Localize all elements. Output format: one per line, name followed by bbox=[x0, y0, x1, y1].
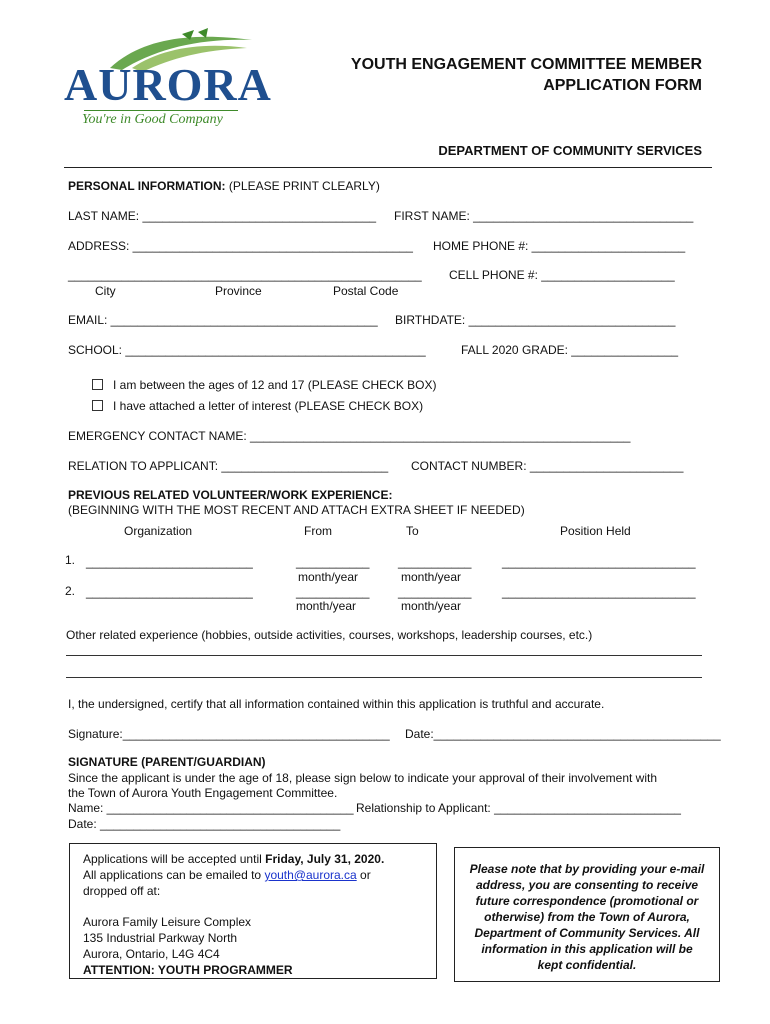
other-experience-label: Other related experience (hobbies, outside activities, courses, workshops, leadership courses, etc.) bbox=[66, 628, 593, 642]
aurora-logo bbox=[62, 28, 272, 132]
col-organization: Organization bbox=[124, 524, 193, 538]
cell-phone-field[interactable]: CELL PHONE #: ____________________ bbox=[449, 268, 675, 282]
position-field[interactable]: _____________________________ bbox=[502, 555, 696, 569]
logo-tagline: You're in Good Company bbox=[82, 112, 223, 127]
notice-line: future correspondence (promotional or bbox=[475, 894, 699, 908]
to-hint: month/year bbox=[401, 599, 462, 613]
to-field[interactable]: ___________ bbox=[398, 585, 472, 599]
relation-field[interactable]: RELATION TO APPLICANT: _________________________ bbox=[68, 459, 389, 473]
notice-line: Department of Community Services. All bbox=[474, 926, 700, 940]
address-field[interactable]: ADDRESS: __________________________________________ bbox=[68, 239, 413, 253]
city-label: City bbox=[95, 284, 116, 298]
contact-number-field[interactable]: CONTACT NUMBER: _______________________ bbox=[411, 459, 684, 473]
col-from: From bbox=[304, 524, 332, 538]
form-title-line2: APPLICATION FORM bbox=[543, 77, 702, 94]
postal-code-label: Postal Code bbox=[333, 284, 399, 298]
notice-line: kept confidential. bbox=[537, 958, 637, 972]
row-number: 1. bbox=[65, 553, 76, 567]
personal-info-heading-label: PERSONAL INFORMATION: bbox=[68, 179, 226, 193]
from-field[interactable]: ___________ bbox=[296, 555, 370, 569]
notice-line: otherwise) from the Town of Aurora, bbox=[484, 910, 690, 924]
from-hint: month/year bbox=[296, 599, 357, 613]
grade-field[interactable]: FALL 2020 GRADE: ________________ bbox=[461, 343, 679, 357]
certify-statement: I, the undersigned, certify that all information contained within this application is truthful and accurate. bbox=[68, 697, 605, 711]
org-field[interactable]: _________________________ bbox=[86, 555, 253, 569]
email-suffix: or bbox=[356, 868, 371, 882]
other-experience-line[interactable] bbox=[66, 655, 702, 656]
province-label: Province bbox=[215, 284, 262, 298]
notice-line: Please note that by providing your e-mail bbox=[469, 862, 705, 876]
to-field[interactable]: ___________ bbox=[398, 555, 472, 569]
experience-subheading: (BEGINNING WITH THE MOST RECENT AND ATTACH EXTRA SHEET IF NEEDED) bbox=[68, 503, 525, 517]
age-checkbox-row bbox=[92, 378, 437, 392]
email-field[interactable]: EMAIL: ________________________________________ bbox=[68, 313, 378, 327]
youth-email-link[interactable]: youth@aurora.ca bbox=[264, 868, 357, 882]
department-name: DEPARTMENT OF COMMUNITY SERVICES bbox=[438, 143, 702, 158]
guardian-relationship-field[interactable]: Relationship to Applicant: ____________________________ bbox=[356, 801, 681, 815]
deadline-date: Friday, July 31, 2020. bbox=[265, 852, 385, 866]
personal-info-heading bbox=[68, 179, 380, 193]
org-field[interactable]: _________________________ bbox=[86, 585, 253, 599]
letter-checkbox[interactable] bbox=[92, 400, 103, 411]
emergency-contact-field[interactable]: EMERGENCY CONTACT NAME: _________________________________________________________ bbox=[68, 429, 631, 443]
row-number: 2. bbox=[65, 584, 76, 598]
from-hint: month/year bbox=[298, 570, 359, 584]
address-line2-field[interactable]: _____________________________________________________ bbox=[68, 268, 422, 282]
signature-field[interactable]: Signature:________________________________________ bbox=[68, 727, 390, 741]
guardian-text-line2: the Town of Aurora Youth Engagement Committee. bbox=[68, 786, 338, 800]
form-title-line1: YOUTH ENGAGEMENT COMMITTEE MEMBER bbox=[350, 56, 702, 73]
from-field[interactable]: ___________ bbox=[296, 585, 370, 599]
letter-checkbox-label: I have attached a letter of interest (PLEASE CHECK BOX) bbox=[113, 399, 424, 413]
deadline-prefix: Applications will be accepted until bbox=[83, 852, 266, 866]
logo-divider bbox=[84, 110, 238, 111]
col-to: To bbox=[406, 524, 419, 538]
experience-heading: PREVIOUS RELATED VOLUNTEER/WORK EXPERIENCE: bbox=[68, 488, 393, 502]
birthdate-field[interactable]: BIRTHDATE: _______________________________ bbox=[395, 313, 676, 327]
guardian-name-field[interactable]: Name: _____________________________________ bbox=[68, 801, 354, 815]
home-phone-field[interactable]: HOME PHONE #: _______________________ bbox=[433, 239, 686, 253]
address-line2: 135 Industrial Parkway North bbox=[83, 931, 238, 945]
attention-line: ATTENTION: YOUTH PROGRAMMER bbox=[83, 963, 293, 977]
guardian-text-line1: Since the applicant is under the age of 18, please sign below to indicate your approval of their involvement with bbox=[68, 771, 658, 785]
first-name-field[interactable]: FIRST NAME: _________________________________ bbox=[394, 209, 694, 223]
notice-line: address, you are consenting to receive bbox=[475, 878, 699, 892]
dropoff-line: dropped off at: bbox=[83, 884, 161, 898]
address-line3: Aurora, Ontario, L4G 4C4 bbox=[83, 947, 220, 961]
col-position: Position Held bbox=[560, 524, 631, 538]
position-field[interactable]: _____________________________ bbox=[502, 585, 696, 599]
age-checkbox[interactable] bbox=[92, 379, 103, 390]
email-prefix: All applications can be emailed to bbox=[83, 868, 265, 882]
last-name-field[interactable]: LAST NAME: ___________________________________ bbox=[68, 209, 377, 223]
date-field[interactable]: Date:___________________________________________ bbox=[405, 727, 721, 741]
email-line bbox=[83, 868, 371, 882]
logo-wordmark: AURORA bbox=[64, 59, 272, 110]
form-title bbox=[351, 54, 702, 96]
deadline-line bbox=[83, 852, 384, 866]
age-checkbox-label: I am between the ages of 12 and 17 (PLEASE CHECK BOX) bbox=[113, 378, 437, 392]
header-divider bbox=[64, 167, 712, 168]
letter-checkbox-row bbox=[92, 399, 423, 413]
submission-box bbox=[69, 843, 437, 979]
address-line1: Aurora Family Leisure Complex bbox=[83, 915, 252, 929]
notice-line: information in this application will be bbox=[481, 942, 693, 956]
guardian-date-field[interactable]: Date: ____________________________________ bbox=[68, 817, 341, 831]
personal-info-heading-note: (PLEASE PRINT CLEARLY) bbox=[228, 179, 380, 193]
other-experience-line[interactable] bbox=[66, 677, 702, 678]
to-hint: month/year bbox=[401, 570, 462, 584]
privacy-notice-box bbox=[454, 847, 720, 982]
guardian-heading: SIGNATURE (PARENT/GUARDIAN) bbox=[68, 755, 266, 769]
school-field[interactable]: SCHOOL: _____________________________________________ bbox=[68, 343, 426, 357]
